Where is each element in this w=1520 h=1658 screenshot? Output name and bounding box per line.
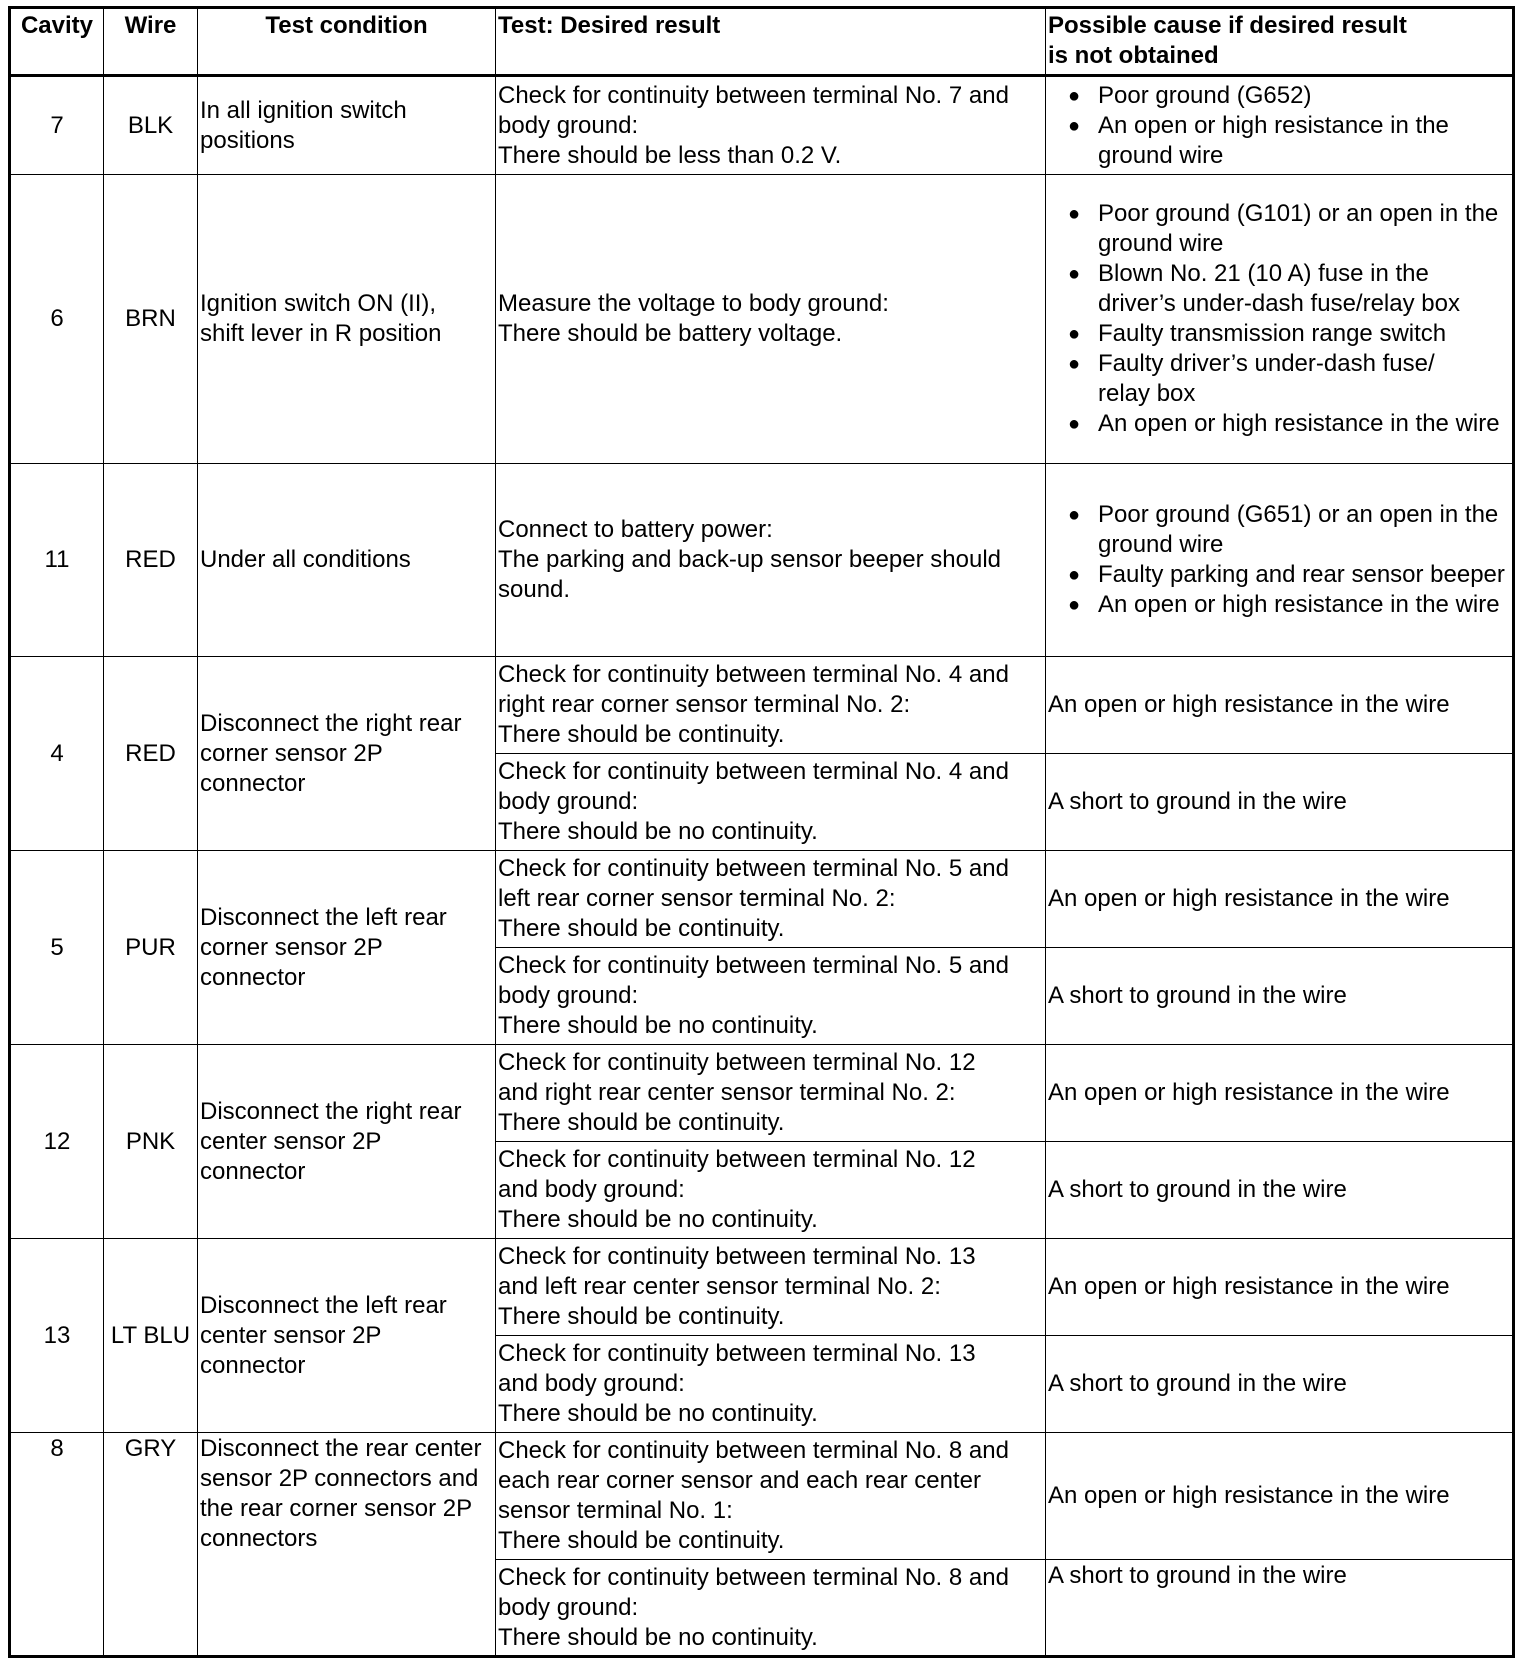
cause-cell [1046,76,1514,175]
result-cell: Check for continuity between terminal No. 5 and left rear corner sensor terminal No. 2: There should be continuity. [496,851,1046,948]
header-wire: Wire [104,8,198,76]
cause-item: ● Poor ground (G101) or an open in the ground wire [1048,199,1510,259]
cause-item: ● Poor ground (G651) or an open in the ground wire [1048,500,1510,560]
condition-cell: Disconnect the rear center sensor 2P connectors and the rear corner sensor 2P connectors [198,1433,496,1657]
result-cell: Connect to battery power: The parking and back-up sensor beeper should sound. [496,464,1046,657]
cause-item: ● Faulty transmission range switch [1048,319,1510,349]
header-possible-cause: Possible cause if desired result is not obtained [1046,8,1514,76]
wire-cell: PUR [104,851,198,1045]
cause-cell: A short to ground in the wire [1046,948,1514,1045]
header-cavity: Cavity [10,8,104,76]
header-desired-result: Test: Desired result [496,8,1046,76]
table-row [10,464,1514,657]
wire-cell: RED [104,657,198,851]
cause-list [1048,199,1510,439]
table-row [10,657,1514,754]
cause-list [1048,500,1510,620]
cavity-cell: 13 [10,1239,104,1433]
cause-item: ● Faulty driver’s under-dash fuse/ relay box [1048,349,1510,409]
cause-cell: An open or high resistance in the wire [1046,1433,1514,1560]
wire-cell: BLK [104,76,198,175]
result-cell: Measure the voltage to body ground: There should be battery voltage. [496,175,1046,464]
condition-cell: Disconnect the right rear corner sensor 2P connector [198,657,496,851]
result-cell: Check for continuity between terminal No. 12 and right rear center sensor terminal No. 2: There should be continuity. [496,1045,1046,1142]
cause-cell: A short to ground in the wire [1046,1336,1514,1433]
cause-cell: A short to ground in the wire [1046,1560,1514,1657]
result-cell: Check for continuity between terminal No. 8 and body ground: There should be no continuity. [496,1560,1046,1657]
condition-cell: Disconnect the right rear center sensor 2P connector [198,1045,496,1239]
cause-item: ● Faulty parking and rear sensor beeper [1048,560,1510,590]
header-test-condition: Test condition [198,8,496,76]
result-cell: Check for continuity between terminal No. 8 and each rear corner sensor and each rear center sensor terminal No. 1: There should be continuity. [496,1433,1046,1560]
cause-cell: An open or high resistance in the wire [1046,657,1514,754]
condition-cell: Ignition switch ON (II), shift lever in R position [198,175,496,464]
cause-cell [1046,464,1514,657]
cavity-cell: 5 [10,851,104,1045]
cause-cell: An open or high resistance in the wire [1046,1045,1514,1142]
result-cell: Check for continuity between terminal No. 4 and right rear corner sensor terminal No. 2: There should be continuity. [496,657,1046,754]
condition-cell: Under all conditions [198,464,496,657]
wire-cell: RED [104,464,198,657]
header-row [10,8,1514,76]
cavity-cell: 4 [10,657,104,851]
result-cell: Check for continuity between terminal No. 12 and body ground: There should be no continuity. [496,1142,1046,1239]
table-row [10,1239,1514,1336]
result-cell: Check for continuity between terminal No. 7 and body ground: There should be less than 0.2 V. [496,76,1046,175]
wire-cell: LT BLU [104,1239,198,1433]
cause-cell: A short to ground in the wire [1046,1142,1514,1239]
cavity-cell: 7 [10,76,104,175]
result-cell: Check for continuity between terminal No. 13 and left rear center sensor terminal No. 2: There should be continuity. [496,1239,1046,1336]
result-cell: Check for continuity between terminal No. 13 and body ground: There should be no continuity. [496,1336,1046,1433]
condition-cell: Disconnect the left rear center sensor 2P connector [198,1239,496,1433]
cavity-cell: 6 [10,175,104,464]
wire-cell: BRN [104,175,198,464]
troubleshooting-table-container [8,6,1512,1658]
table-row [10,76,1514,175]
cause-cell [1046,175,1514,464]
condition-cell: In all ignition switch positions [198,76,496,175]
wire-cell: PNK [104,1045,198,1239]
cause-item: ● An open or high resistance in the wire [1048,590,1510,620]
cause-item: ● Blown No. 21 (10 A) fuse in the driver’s under-dash fuse/relay box [1048,259,1510,319]
result-cell: Check for continuity between terminal No. 4 and body ground: There should be no continuity. [496,754,1046,851]
troubleshooting-table [8,6,1515,1658]
condition-cell: Disconnect the left rear corner sensor 2P connector [198,851,496,1045]
cause-item: ● Poor ground (G652) [1048,81,1510,111]
cause-item: ● An open or high resistance in the wire [1048,409,1510,439]
cavity-cell: 8 [10,1433,104,1657]
cause-cell: A short to ground in the wire [1046,754,1514,851]
table-row [10,1433,1514,1560]
table-row [10,851,1514,948]
cavity-cell: 11 [10,464,104,657]
wire-cell: GRY [104,1433,198,1657]
result-cell: Check for continuity between terminal No. 5 and body ground: There should be no continuity. [496,948,1046,1045]
cause-item: ● An open or high resistance in the ground wire [1048,111,1510,171]
cause-list [1048,81,1510,171]
cause-cell: An open or high resistance in the wire [1046,851,1514,948]
table-row [10,1045,1514,1142]
cause-cell: An open or high resistance in the wire [1046,1239,1514,1336]
cavity-cell: 12 [10,1045,104,1239]
table-row [10,175,1514,464]
